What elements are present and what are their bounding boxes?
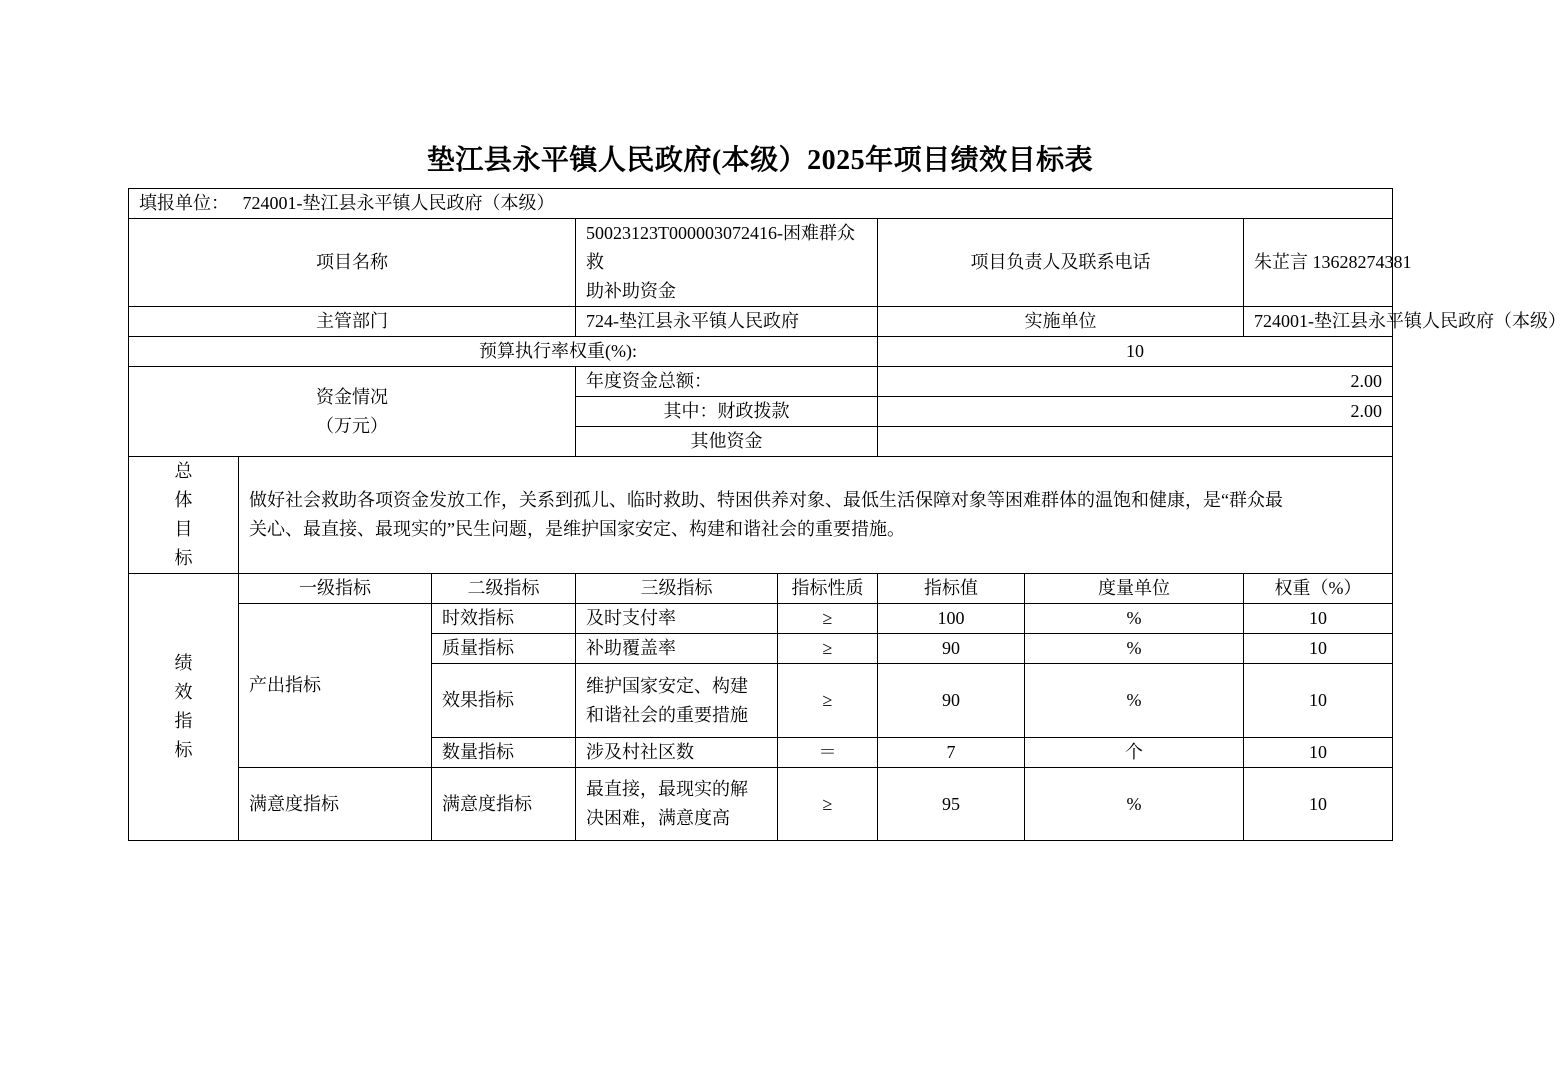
fill-unit-label: 填报单位： [139,193,229,213]
performance-table [128,188,1566,841]
overall-char: 体 [174,490,193,510]
funds-fiscal-label: 其中：财政拨款 [576,397,878,427]
impl-unit-value: 724001-垫江县永平镇人民政府（本级） [1244,307,1393,337]
overall-goal-text [239,457,1393,574]
funds-fiscal-value: 2.00 [878,397,1393,427]
header-unit: 度量单位 [1025,574,1244,604]
perf-char: 标 [174,740,193,760]
level2-cell: 质量指标 [432,634,576,664]
level3-line2: 和谐社会的重要措施 [586,704,748,725]
level1-output: 产出指标 [239,604,432,768]
nature-cell: ＝ [778,738,878,768]
table-row [129,768,1393,841]
level2-cell: 数量指标 [432,738,576,768]
nature-cell: ≥ [778,664,878,738]
value-cell: 90 [878,634,1025,664]
fill-unit-row [129,189,1393,219]
table-row [129,604,1393,634]
level3-line2: 决困难，满意度高 [586,808,730,828]
level3-line1: 维护国家安定、构建 [586,675,748,696]
overall-char: 标 [174,548,193,568]
header-value: 指标值 [878,574,1025,604]
level3-cell [576,768,778,841]
funds-other-value [878,427,1393,457]
budget-weight-value: 10 [878,337,1393,367]
project-contact-label: 项目负责人及联系电话 [878,219,1244,307]
unit-cell: % [1025,604,1244,634]
perf-char: 效 [174,682,193,702]
unit-cell: % [1025,768,1244,841]
nature-cell: ≥ [778,768,878,841]
weight-cell: 10 [1244,664,1393,738]
funds-total-value: 2.00 [878,367,1393,397]
header-level2: 二级指标 [432,574,576,604]
unit-cell: % [1025,664,1244,738]
nature-cell: ≥ [778,634,878,664]
dept-value: 724-垫江县永平镇人民政府 [576,307,878,337]
dept-label: 主管部门 [129,307,576,337]
fill-unit-value: 724001-垫江县永平镇人民政府（本级） [242,193,555,213]
weight-cell: 10 [1244,634,1393,664]
level3-line1: 最直接，最现实的解 [586,779,748,799]
value-cell: 95 [878,768,1025,841]
budget-weight-label: 预算执行率权重(%): [129,337,878,367]
nature-cell: ≥ [778,604,878,634]
value-cell: 90 [878,664,1025,738]
project-name-label: 项目名称 [129,219,576,307]
weight-cell: 10 [1244,768,1393,841]
level3-cell: 涉及村社区数 [576,738,778,768]
project-contact-value: 朱芷言 13628274381 [1244,219,1393,307]
header-weight: 权重（%） [1244,574,1393,604]
overall-goal-line1: 做好社会救助各项资金发放工作，关系到孤儿、临时救助、特困供养对象、最低生活保障对象等困难群体的温饱和健康，是“群众最 [249,490,1283,510]
project-name-value [576,219,878,307]
funds-total-label: 年度资金总额： [576,367,878,397]
weight-cell: 10 [1244,738,1393,768]
header-nature: 指标性质 [778,574,878,604]
overall-goal-label [129,457,239,574]
level3-cell: 及时支付率 [576,604,778,634]
level2-cell: 时效指标 [432,604,576,634]
funds-label-line1: 资金情况 [316,386,388,407]
perf-indicator-label [129,574,239,841]
overall-char: 总 [174,461,193,481]
funds-label [129,367,576,457]
level3-cell: 补助覆盖率 [576,634,778,664]
perf-char: 绩 [174,653,193,673]
weight-cell: 10 [1244,604,1393,634]
level2-cell: 满意度指标 [432,768,576,841]
value-cell: 100 [878,604,1025,634]
level2-cell: 效果指标 [432,664,576,738]
overall-char: 目 [174,519,193,539]
project-name-line1: 50023123T000003072416-困难群众救 [586,223,855,272]
level3-cell [576,664,778,738]
unit-cell: % [1025,634,1244,664]
header-level3: 三级指标 [576,574,778,604]
funds-other-label: 其他资金 [576,427,878,457]
page-title: 垫江县永平镇人民政府(本级）2025年项目绩效目标表 [426,145,1094,176]
perf-char: 指 [174,711,193,731]
overall-goal-line2: 关心、最直接、最现实的”民生问题，是维护国家安定、构建和谐社会的重要措施。 [249,519,905,539]
funds-label-line2: （万元） [316,415,388,436]
value-cell: 7 [878,738,1025,768]
impl-unit-label: 实施单位 [878,307,1244,337]
project-name-line2: 助补助资金 [586,281,676,301]
level1-satisfaction: 满意度指标 [239,768,432,841]
header-level1: 一级指标 [239,574,432,604]
unit-cell: 个 [1025,738,1244,768]
